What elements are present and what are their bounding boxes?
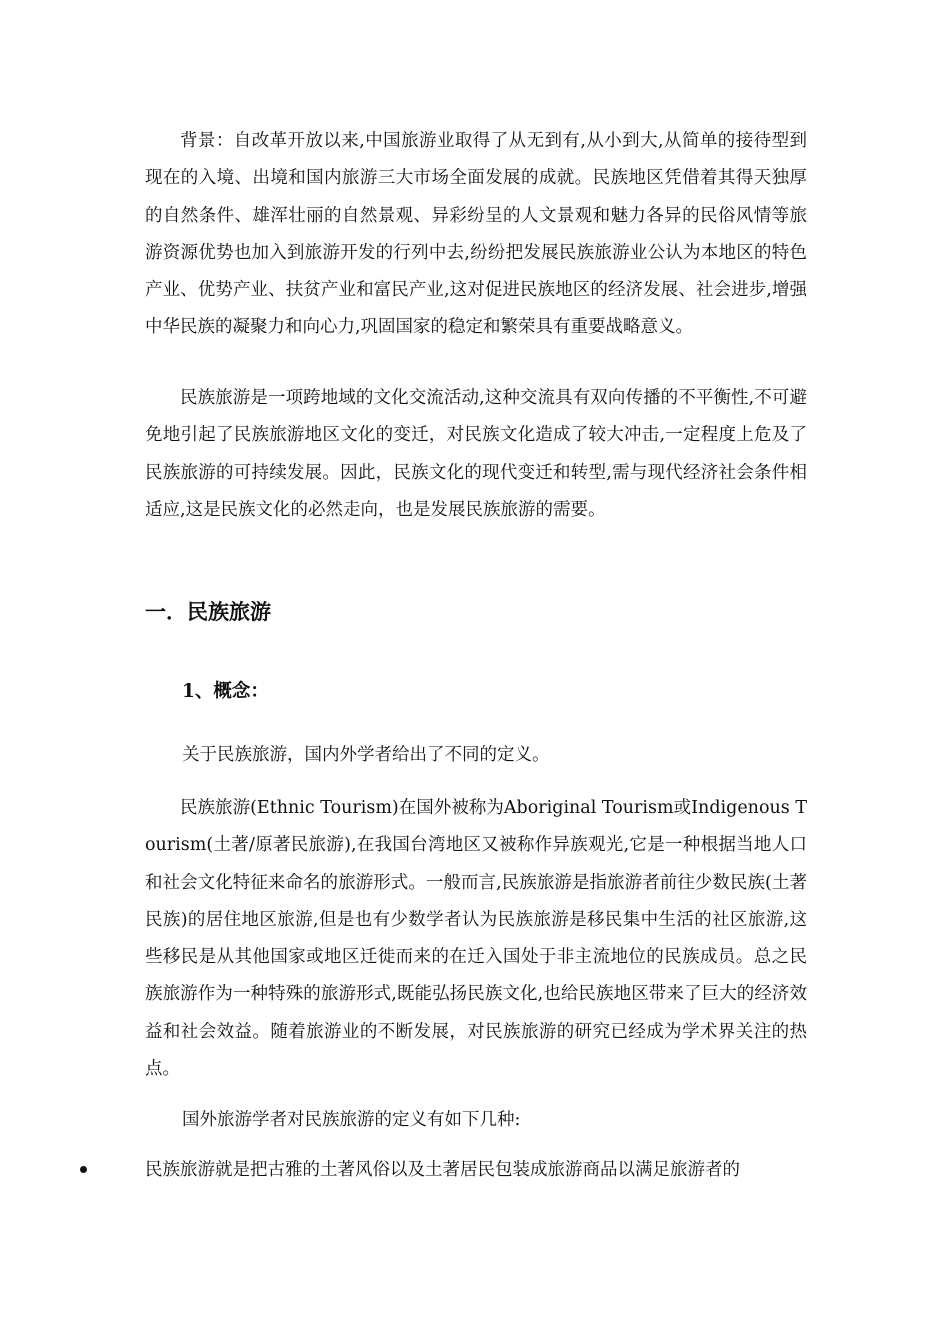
definition-paragraph: 民族旅游(Ethnic Tourism)在国外被称为Aboriginal Tourism或Indigenous Tourism(土著/原著民旅游),在我国台湾地区又被称作异族观光,它是一种根据当地人口和社会文化特征来命名的旅游形式。一般而言,民族旅游是指旅游者前往少数民族(土著民族)的居住地区旅游,但是也有少数学者认为民族旅游是移民集中生活的社区旅游,这些移民是从其他国家或地区迁徙而来的在迁入国处于非主流地位的民族成员。总之民族旅游作为一种特殊的旅游形式,既能弘扬民族文化,也给民族地区带来了巨大的经济效益和社会效益。随着旅游业的不断发展，对民族旅游的研究已经成为学术界关注的热点。 [145, 798, 807, 1080]
background-paragraph: 背景：自改革开放以来,中国旅游业取得了从无到有,从小到大,从简单的接待型到现在的入境、出境和国内旅游三大市场全面发展的成就。民族地区凭借着其得天独厚的自然条件、雄浑壮丽的自然景观、异彩纷呈的人文景观和魅力各异的民俗风情等旅游资源优势也加入到旅游开发的行列中去,纷纷把发展民族旅游业公认为本地区的特色产业、优势产业、扶贫产业和富民产业,这对促进民族地区的经济发展、社会进步,增强中华民族的凝聚力和向心力,巩固国家的稳定和繁荣具有重要战略意义。 [145, 131, 807, 338]
cross-region-paragraph: 民族旅游是一项跨地域的文化交流活动,这种交流具有双向传播的不平衡性,不可避免地引起了民族旅游地区文化的变迁，对民族文化造成了较大冲击,一定程度上危及了民族旅游的可持续发展。因此，民族文化的现代变迁和转型,需与现代经济社会条件相适应,这是民族文化的必然走向，也是发展民族旅游的需要。 [145, 388, 807, 520]
bullet-item [80, 1152, 810, 1192]
foreign-scholars-line: 国外旅游学者对民族旅游的定义有如下几种: [182, 1110, 521, 1130]
about-line: 关于民族旅游，国内外学者给出了不同的定义。 [182, 745, 550, 765]
bullet-text: 民族旅游就是把古雅的土著风俗以及土著居民包装成旅游商品以满足旅游者的 [145, 1160, 740, 1180]
subsection-heading: 1、概念： [182, 681, 269, 702]
section-heading: 一．民族旅游 [145, 600, 271, 624]
bullet-icon [80, 1166, 87, 1173]
